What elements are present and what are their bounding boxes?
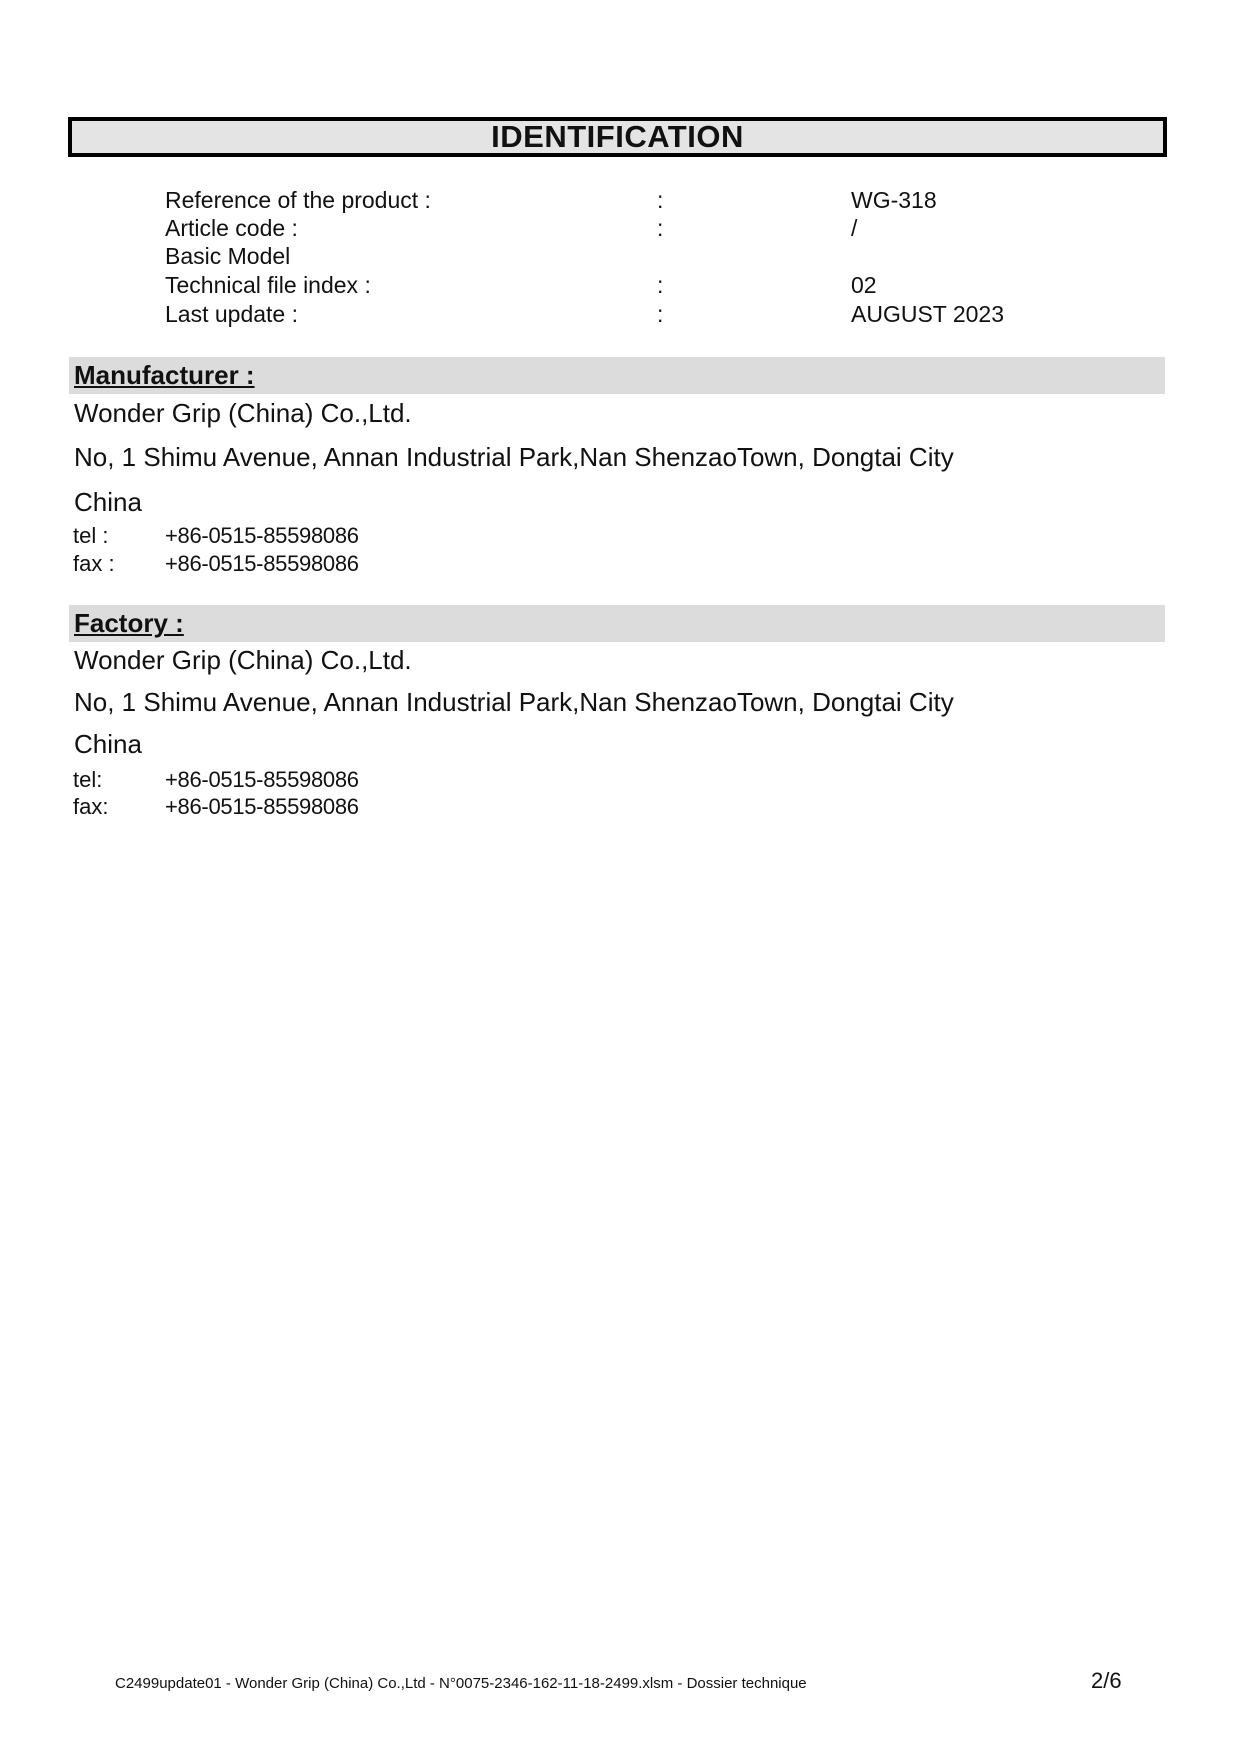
page-number: 2/6	[1091, 1668, 1122, 1693]
fax-label: fax:	[73, 794, 109, 819]
tel-value: +86-0515-85598086	[165, 523, 359, 548]
id-label: Last update :	[165, 301, 298, 327]
fax-label: fax :	[73, 551, 115, 576]
id-colon: :	[657, 301, 664, 327]
fax-value: +86-0515-85598086	[165, 794, 359, 819]
manufacturer-country: China	[74, 487, 142, 517]
manufacturer-address: No, 1 Shimu Avenue, Annan Industrial Park,Nan ShenzaoTown, Dongtai City	[74, 442, 954, 472]
page-title: IDENTIFICATION	[68, 117, 1167, 157]
tel-label: tel :	[73, 523, 109, 548]
id-colon: :	[657, 215, 664, 241]
factory-heading: Factory :	[74, 608, 184, 638]
id-colon: :	[657, 272, 664, 298]
factory-company: Wonder Grip (China) Co.,Ltd.	[74, 645, 412, 675]
factory-address: No, 1 Shimu Avenue, Annan Industrial Park,Nan ShenzaoTown, Dongtai City	[74, 687, 954, 717]
tel-value: +86-0515-85598086	[165, 767, 359, 792]
id-value: 02	[851, 272, 877, 298]
manufacturer-company: Wonder Grip (China) Co.,Ltd.	[74, 398, 412, 428]
footer-text: C2499update01 - Wonder Grip (China) Co.,Ltd - N°0075-2346-162-11-18-2499.xlsm - Dossier technique	[115, 1675, 807, 1692]
id-label: Technical file index :	[165, 272, 371, 298]
factory-country: China	[74, 729, 142, 759]
id-label: Article code :	[165, 215, 298, 241]
manufacturer-heading: Manufacturer :	[74, 360, 255, 390]
id-value: /	[851, 215, 858, 241]
id-value: WG-318	[851, 187, 937, 213]
fax-value: +86-0515-85598086	[165, 551, 359, 576]
id-colon: :	[657, 187, 664, 213]
id-label: Basic Model	[165, 243, 291, 269]
id-value: AUGUST 2023	[851, 301, 1004, 327]
factory-heading-bar	[69, 605, 1165, 642]
id-label: Reference of the product :	[165, 187, 431, 213]
tel-label: tel:	[73, 767, 103, 792]
